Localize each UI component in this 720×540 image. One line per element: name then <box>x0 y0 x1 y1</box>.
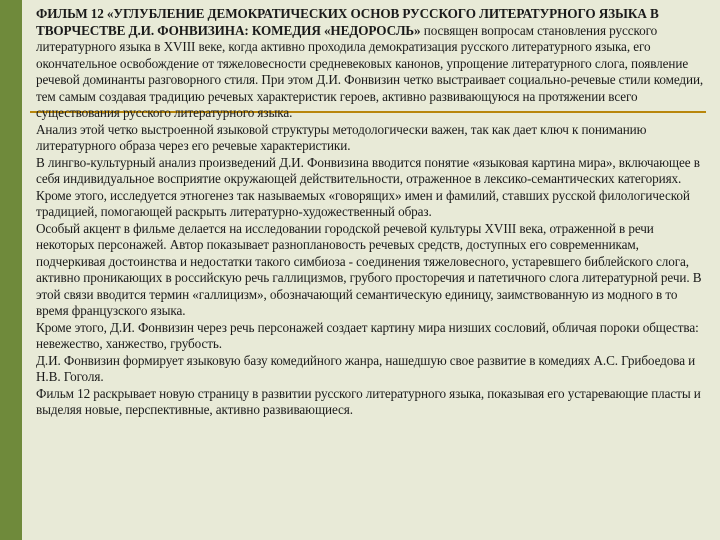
paragraph-2: В лингво-культурный анализ произведений Д.И. Фонвизина вводится понятие «языковая картина мира», включающее в себя индивидуальное восприятие окружающей действительности, отраженное в лексико-семантических категориях. Кроме этого, исследуется этногенез так называемых «говорящих» имен и фамилий, ставших русской филологической традицией, помогающей раскрыть литературно-художественный образ. <box>36 154 700 219</box>
paragraph-4: Кроме этого, Д.И. Фонвизин через речь персонажей создает картину мира низших сословий, обличая пороки общества: невежество, ханжество, грубость. <box>36 319 699 351</box>
paragraph-6: Фильм 12 раскрывает новую страницу в развитии русского литературного языка, показывая его устаревающие пласты и выделяя новые, перспективные, активно развивающиеся. <box>36 385 701 417</box>
paragraph-1: Анализ этой четко выстроенной языковой структуры методологически важен, так как дает ключ к пониманию литературного образа через его речевые характеристики. <box>36 121 647 153</box>
slide-body <box>36 6 708 419</box>
paragraph-5: Д.И. Фонвизин формирует языковую базу комедийного жанра, нашедшую свое развитие в комедиях А.С. Грибоедова и Н.В. Гоголя. <box>36 352 696 384</box>
film-title: ФИЛЬМ 12 «УГЛУБЛЕНИЕ ДЕМОКРАТИЧЕСКИХ ОСНОВ РУССКОГО ЛИТЕРАТУРНОГО ЯЗЫКА В ТВОРЧЕСТВЕ Д.И. ФОНВИЗИНА: КОМЕДИЯ «НЕДОРОСЛЬ» <box>36 6 659 38</box>
intro-text: посвящен вопросам становления русского литературного языка в XVIII веке, когда активно проходила демократизация русского литературного языка, его окончательное освобождение от тяжеловесности средневековых канонов, упрощение литературного слога, появление речевой доминанты разговорного стиля. При этом Д.И. Фонвизин четко выстраивает социально-речевые стили комедии, тем самым создавая традицию речевых характеристик героев, активно развивающуюся на протяжении всего существования русского литературного языка. <box>36 22 704 120</box>
intro-paragraph <box>36 6 708 122</box>
left-accent-bar <box>0 0 22 540</box>
paragraph-3: Особый акцент в фильме делается на исследовании городской речевой культуры XVIII века, отраженной в речи некоторых персонажей. Автор показывает разноплановость речевых средств, доступных его современникам, подчеркивая достоинства и недостатки такого симбиоза - соединения тяжеловесного, устаревшего библейского слога, активно проникающих в российскую речь галлицизмов, грубого просторечия и патетичного слога литературной речи. В этой связи вводится термин «галлицизм», обозначающий семантическую единицу, заимствованную из модного в то время французского языка. <box>36 220 702 318</box>
